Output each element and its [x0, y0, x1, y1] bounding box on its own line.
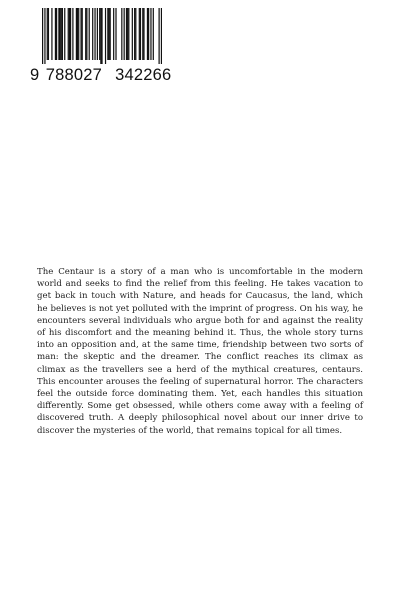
book-description: The Centaur is a story of a man who is uncomfortable in the modern world and seeks to find the relief from this feeling. He takes vacation to get back in touch with Nature, and heads for Caucasus, the land, which he believes is not yet polluted with the imprint of progress. On his way, he encounters several individuals who argue both for and against the reality of his discomfort and the meaning behind it. Thus, the whole story turns into an opposition and, at the same time, friendship between two sorts of man: the skeptic and the dreamer. The conflict reaches its climax as climax as the travellers see a herd of the mythical creatures, centaurs. This encounter arouses the feeling of supernatural horror. The characters feel the outside force dominating them. Yet, each handles this situation differently. Some get obsessed, while others come away with a feeling of discovered truth. A deeply philosophical novel about our inner drive to discover the mysteries of the world, that remains topical for all times.: [37, 267, 363, 436]
isbn-left-group: 788027: [45, 66, 103, 84]
barcode-bars-image: [42, 8, 162, 64]
isbn-barcode: [30, 8, 170, 88]
isbn-right-group: 342266: [115, 66, 172, 84]
isbn-lead-digit: 9: [30, 66, 40, 84]
isbn-digits: [30, 66, 170, 85]
